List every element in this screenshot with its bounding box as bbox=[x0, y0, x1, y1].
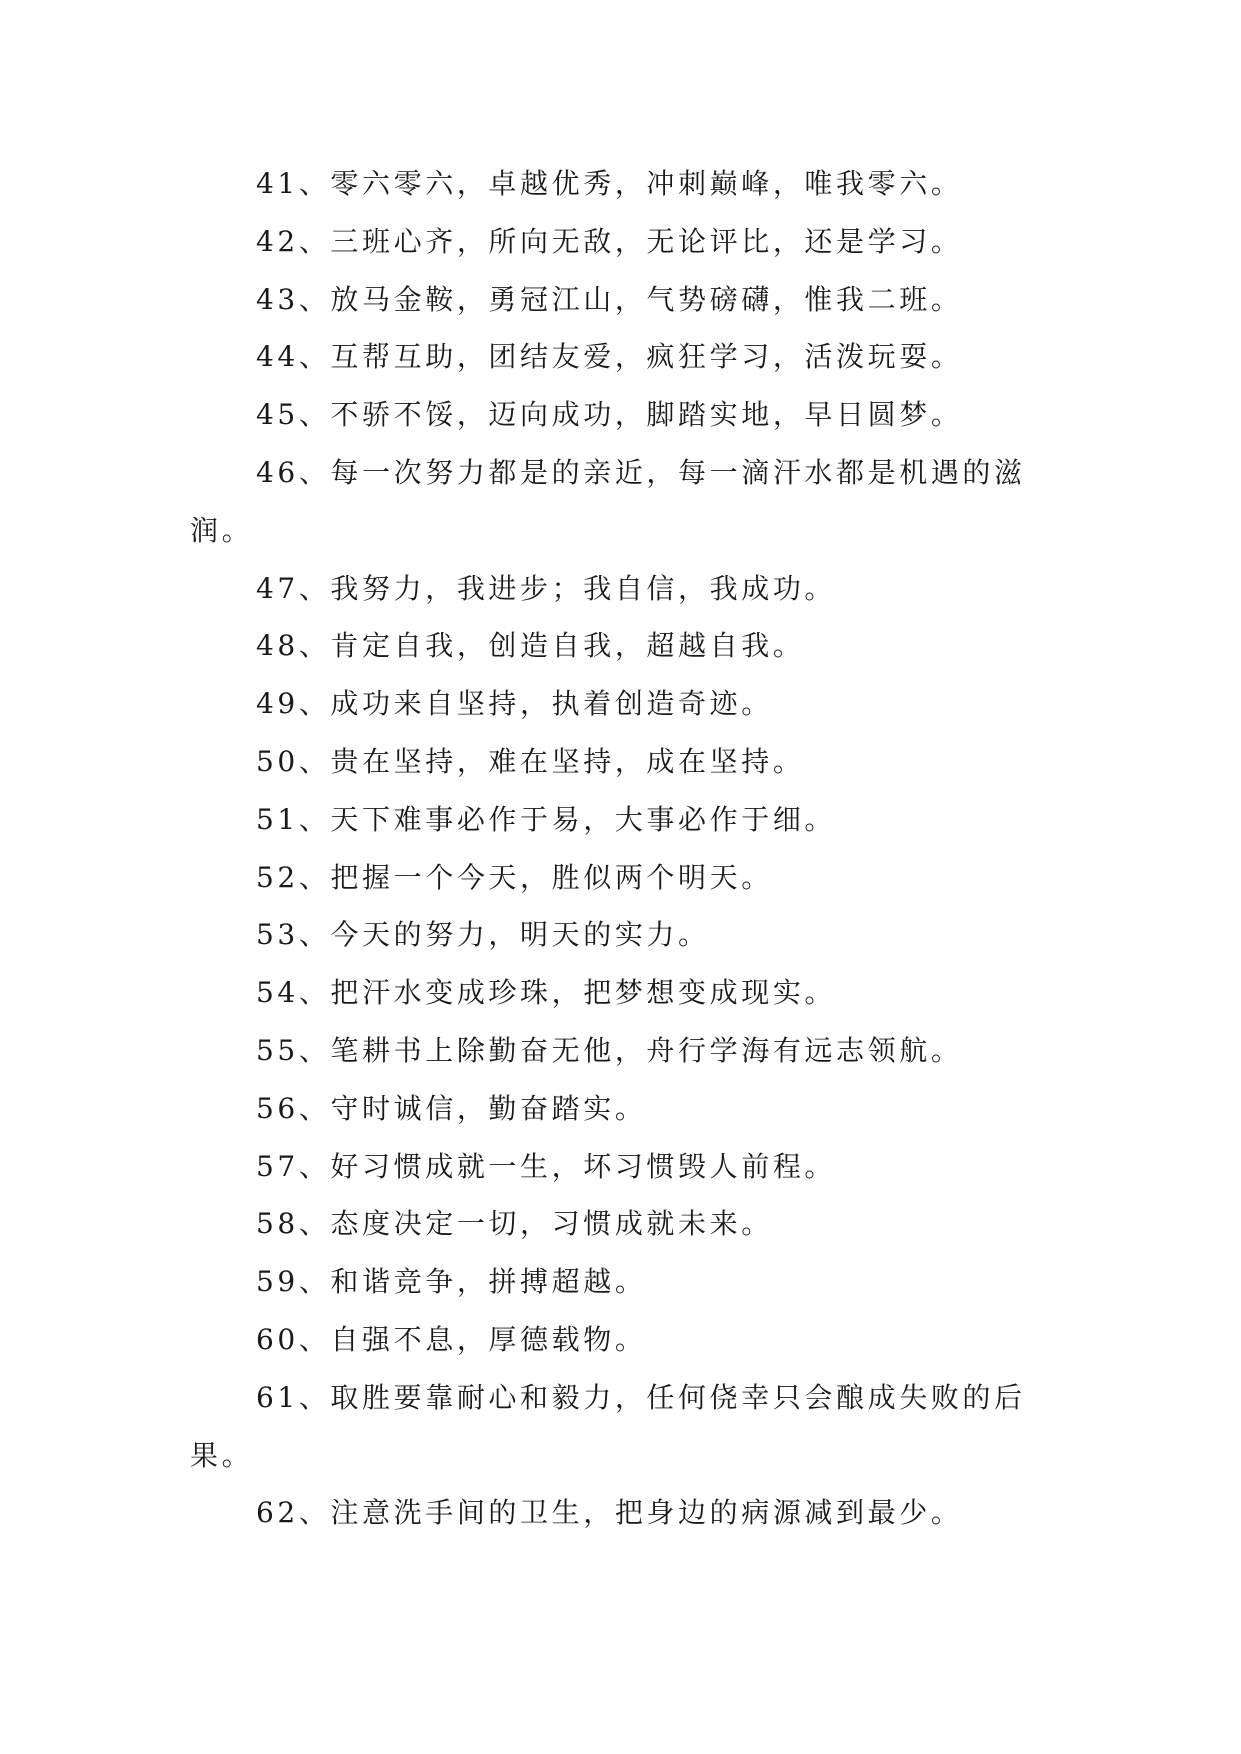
slogan-item: 51、天下难事必作于易，大事必作于细。 bbox=[256, 802, 837, 836]
slogan-item: 45、不骄不馁，迈向成功，脚踏实地，早日圆梦。 bbox=[256, 398, 963, 432]
slogan-item: 44、互帮互助，团结友爱，疯狂学习，活泼玩耍。 bbox=[256, 340, 963, 374]
slogan-item: 48、肯定自我，创造自我，超越自我。 bbox=[256, 629, 805, 663]
slogan-list bbox=[190, 155, 1060, 1542]
slogan-item: 58、态度决定一切，习惯成就未来。 bbox=[256, 1207, 773, 1241]
slogan-item: 43、放马金鞍，勇冠江山，气势磅礴，惟我二班。 bbox=[256, 282, 963, 316]
slogan-item: 47、我努力，我进步；我自信，我成功。 bbox=[256, 571, 837, 605]
slogan-item: 50、贵在坚持，难在坚持，成在坚持。 bbox=[256, 744, 805, 778]
slogan-item: 56、守时诚信，勤奋踏实。 bbox=[256, 1091, 647, 1125]
slogan-item: 53、今天的努力，明天的实力。 bbox=[256, 918, 710, 952]
slogan-item: 57、好习惯成就一生，坏习惯毁人前程。 bbox=[256, 1149, 837, 1183]
slogan-item: 49、成功来自坚持，执着创造奇迹。 bbox=[256, 687, 773, 721]
slogan-item: 59、和谐竞争，拼搏超越。 bbox=[256, 1265, 647, 1299]
slogan-item: 55、笔耕书上除勤奋无他，舟行学海有远志领航。 bbox=[256, 1033, 963, 1067]
slogan-item: 60、自强不息，厚德载物。 bbox=[256, 1322, 647, 1356]
slogan-item: 61、取胜要靠耐心和毅力，任何侥幸只会酿成失败的后果。 bbox=[190, 1380, 1026, 1472]
slogan-item: 62、注意洗手间的卫生，把身边的病源减到最少。 bbox=[256, 1496, 963, 1530]
slogan-item: 41、零六零六，卓越优秀，冲刺巅峰，唯我零六。 bbox=[256, 167, 963, 200]
slogan-item: 42、三班心齐，所向无敌，无论评比，还是学习。 bbox=[256, 224, 963, 258]
slogan-item: 52、把握一个今天，胜似两个明天。 bbox=[256, 860, 773, 894]
slogan-item: 54、把汗水变成珍珠，把梦想变成现实。 bbox=[256, 976, 837, 1010]
slogan-item: 46、每一次努力都是的亲近，每一滴汗水都是机遇的滋润。 bbox=[190, 455, 1026, 547]
